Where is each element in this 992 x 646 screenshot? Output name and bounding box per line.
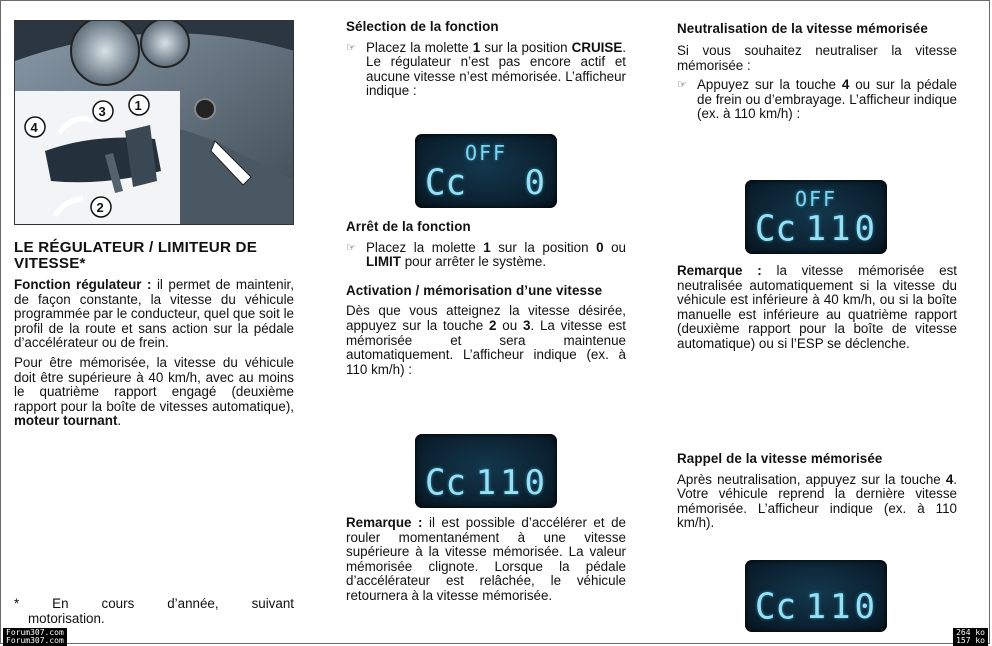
footnote-word: d’année, xyxy=(167,596,219,611)
bullet-neutralisation xyxy=(677,78,957,122)
remarque-lead: Remarque : xyxy=(677,263,762,278)
heading-arret: Arrêt de la fonction xyxy=(346,219,471,234)
paragraph-neutralisation: Si vous souhaitez neutraliser la vitesse mémorisée : xyxy=(677,43,957,73)
p3-k3: 3 xyxy=(523,317,531,333)
heading-selection: Sélection de la fonction xyxy=(346,19,499,34)
lcd-display-off-0 xyxy=(415,134,557,208)
b2-zero: 0 xyxy=(596,239,604,255)
p2-num: 4 xyxy=(945,471,954,487)
p2-pre: Après neutralisation, appuyez sur la touche xyxy=(677,471,946,487)
b1-mid: sur la position xyxy=(480,39,572,55)
column-3 xyxy=(677,20,957,126)
label-3: 3 xyxy=(98,104,106,119)
bullet-arret xyxy=(346,241,626,270)
watermark-left xyxy=(3,628,67,646)
lcd-cc: Cc xyxy=(755,586,796,628)
remarque-lead: Remarque : xyxy=(346,515,423,530)
p3-pre: Dès que vous atteignez la vitesse désirée, appuyez sur la touche xyxy=(346,303,626,333)
lcd-speed: 110 xyxy=(475,463,549,503)
c3b1-num: 4 xyxy=(841,77,850,93)
heading-neutralisation: Neutralisation de la vitesse mémorisée xyxy=(677,21,928,36)
b2-pre: Placez la molette xyxy=(366,239,484,255)
watermark-line: Forum307.com xyxy=(6,636,64,645)
p3-post: . La vitesse est mémorisée et sera maintenue automatiquement. L’afficheur indique (ex. à 110 km/h) : xyxy=(346,317,626,377)
lcd-cc: Cc xyxy=(755,208,796,250)
pointing-hand-icon: ☞ xyxy=(677,79,687,92)
column-3-c xyxy=(677,452,957,536)
file-size-line: 264 ko xyxy=(956,628,985,637)
lcd-cc: Cc xyxy=(425,462,466,504)
regulateur-text: il permet de maintenir, de façon constante, la vitesse du véhicule programmée par le conducteur, quel que soit le profil de la route et sans action sur la pédale d’accélérateur ou de frein. xyxy=(14,277,294,351)
cruise-stalk-illustration xyxy=(15,21,294,225)
lcd-cc: Cc xyxy=(425,162,466,204)
lcd-display-off-110 xyxy=(745,180,887,254)
b2-post: pour arrêter le système. xyxy=(400,254,547,270)
lcd-display-110 xyxy=(415,434,557,508)
watermark-line: Forum307.com xyxy=(6,628,64,637)
footnote-word: En xyxy=(52,596,69,611)
b1-post: . Le régulateur n’est pas encore actif et aucune vitesse n’est mémorisée. L’afficheur indique : xyxy=(366,39,627,99)
memorisation-end: . xyxy=(117,413,122,429)
regulateur-lead: Fonction régulateur : xyxy=(14,277,152,292)
column-2 xyxy=(346,20,626,103)
c3b1-pre: Appuyez sur la touche xyxy=(697,77,842,93)
lcd-display-rappel xyxy=(745,560,887,632)
section-title: LE RÉGULATEUR / LIMITEUR DE VITESSE* xyxy=(14,239,258,272)
label-4: 4 xyxy=(30,120,38,135)
b2-limit: LIMIT xyxy=(366,254,401,270)
footnote-star: * xyxy=(14,596,20,611)
column-3-b xyxy=(677,264,957,357)
paragraph-remarque-1 xyxy=(346,516,626,604)
lcd-top: OFF xyxy=(464,141,508,165)
lcd-speed: 110 xyxy=(805,209,879,249)
lcd-speed: 0 xyxy=(524,163,549,203)
paragraph-memorisation xyxy=(14,356,294,429)
column-1 xyxy=(14,240,294,434)
lcd-top: OFF xyxy=(794,187,838,211)
b2-ou: ou xyxy=(603,239,627,255)
remarque-text: la vitesse mémorisée est neutralisée automatiquement si la vitesse du véhicule est inférieure à 40 km/h, ou si la boîte manuelle est inférieure au quatrième rapport (deuxième rapport pour la boîte de vitesse automatique) ou si l’ESP se déclenche. xyxy=(677,263,957,351)
p3-ou: ou xyxy=(496,317,523,333)
footnote-word: cours xyxy=(101,596,135,611)
column-2-c xyxy=(346,516,626,609)
b2-num: 1 xyxy=(483,239,491,255)
b2-mid: sur la position xyxy=(490,239,597,255)
lcd-speed: 110 xyxy=(805,587,879,627)
pointing-hand-icon: ☞ xyxy=(346,41,356,54)
p3-k2: 2 xyxy=(489,317,497,333)
column-2-b xyxy=(346,220,626,382)
moteur-tournant: moteur tournant xyxy=(14,413,118,429)
bullet-selection xyxy=(346,41,626,99)
c3b1-post: ou sur la pédale de frein ou d’embrayage. L’afficheur indique (ex. à 110 km/h) : xyxy=(697,77,957,122)
paragraph-regulateur xyxy=(14,278,294,351)
file-size-badge xyxy=(953,628,988,646)
file-size-line: 157 ko xyxy=(956,636,985,645)
paragraph-rappel xyxy=(677,473,957,531)
remarque-text: il est possible d’accélérer et de rouler momentanément à une vitesse supérieure à la vitesse mémorisée. La valeur mémorisée clignote. Lorsque la pédale d’accélérateur est relâchée, le véhicule retournera à la vitesse mémorisée. xyxy=(346,515,627,603)
stalk-photo xyxy=(14,20,294,225)
pointing-hand-icon: ☞ xyxy=(346,241,356,254)
label-1: 1 xyxy=(134,98,142,113)
footnote-word: suivant xyxy=(251,596,294,611)
footnote xyxy=(14,597,294,626)
label-2: 2 xyxy=(96,200,104,215)
b1-pre: Placez la molette xyxy=(366,39,473,55)
footnote-line2: motorisation. xyxy=(28,610,105,626)
b1-cruise: CRUISE xyxy=(571,39,623,55)
heading-rappel: Rappel de la vitesse mémorisée xyxy=(677,451,883,466)
heading-activation: Activation / mémorisation d’une vitesse xyxy=(346,282,603,298)
b1-num: 1 xyxy=(472,39,481,55)
paragraph-activation xyxy=(346,304,626,377)
paragraph-remarque-2 xyxy=(677,264,957,352)
p2-post: . Votre véhicule reprend la dernière vitesse mémorisée. L’afficheur indique (ex. à 110 km/h). xyxy=(677,471,957,531)
memorisation-text: Pour être mémorisée, la vitesse du véhicule doit être supérieure à 40 km/h, avec au moins le quatrième rapport engagé (deuxième rapport pour la boîte de vitesses automatique), xyxy=(14,354,294,414)
